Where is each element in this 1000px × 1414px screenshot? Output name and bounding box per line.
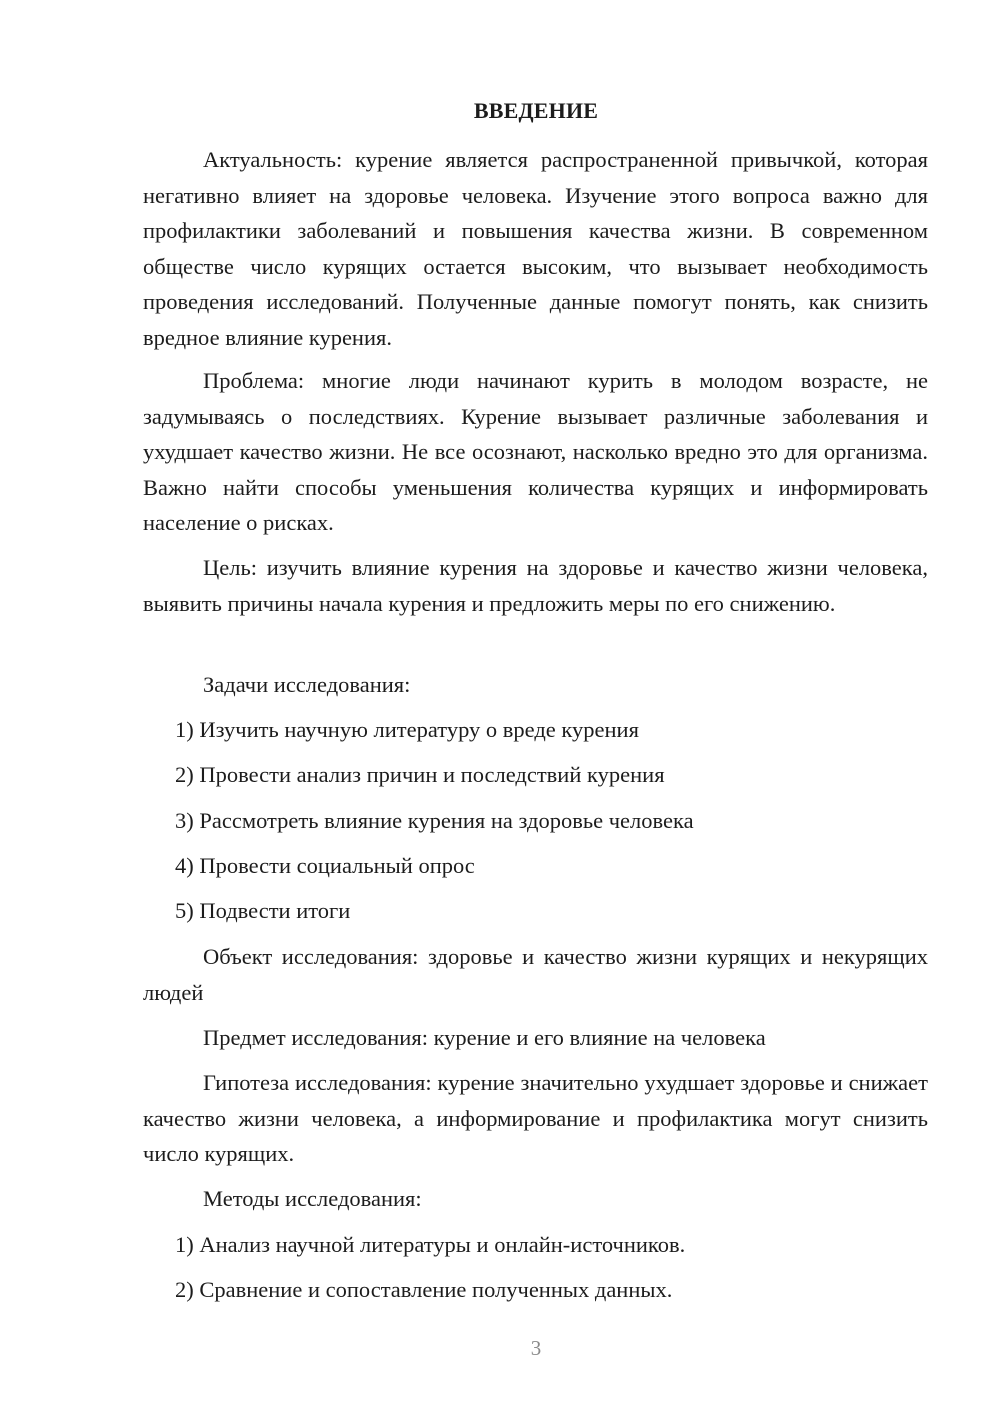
tasks-heading: Задачи исследования: [203, 672, 411, 697]
paragraph-subject: Предмет исследования: курение и его влияние на человека [203, 1025, 766, 1050]
paragraph-object: Объект исследования: здоровье и качество жизни курящих и некурящих людей [143, 944, 928, 1005]
methods-heading: Методы исследования: [203, 1186, 422, 1211]
page-title: ВВЕДЕНИЕ [473, 98, 599, 123]
paragraph-problem: Проблема: многие люди начинают курить в молодом возрасте, не задумываясь о последствиях. Курение вызывает различные заболевания и ухудшает качество жизни. Не все осознают, насколько вредно это для организма. Важно найти способы уменьшения количества курящих и информировать население о рисках. [143, 368, 928, 535]
task-item-5: 5) Подвести итоги [175, 898, 351, 923]
page-number: 3 [530, 1336, 542, 1360]
task-item-4: 4) Провести социальный опрос [175, 853, 475, 878]
method-item-1: 1) Анализ научной литературы и онлайн-источников. [175, 1232, 686, 1257]
task-item-3: 3) Рассмотреть влияние курения на здоровье человека [175, 808, 694, 833]
paragraph-relevance: Актуальность: курение является распространенной привычкой, которая негативно влияет на здоровье человека. Изучение этого вопроса важно для профилактики заболеваний и повышения качества жизни. В современном обществе число курящих остается высоким, что вызывает необходимость проведения исследований. Полученные данные помогут понять, как снизить вредное влияние курения. [143, 147, 928, 350]
task-item-2: 2) Провести анализ причин и последствий курения [175, 762, 665, 787]
task-item-1: 1) Изучить научную литературу о вреде курения [175, 717, 639, 742]
paragraph-hypothesis: Гипотеза исследования: курение значительно ухудшает здоровье и снижает качество жизни человека, а информирование и профилактика могут снизить число курящих. [143, 1070, 928, 1166]
method-item-2: 2) Сравнение и сопоставление полученных данных. [175, 1277, 673, 1302]
paragraph-goal: Цель: изучить влияние курения на здоровье и качество жизни человека, выявить причины начала курения и предложить меры по его снижению. [143, 555, 928, 616]
